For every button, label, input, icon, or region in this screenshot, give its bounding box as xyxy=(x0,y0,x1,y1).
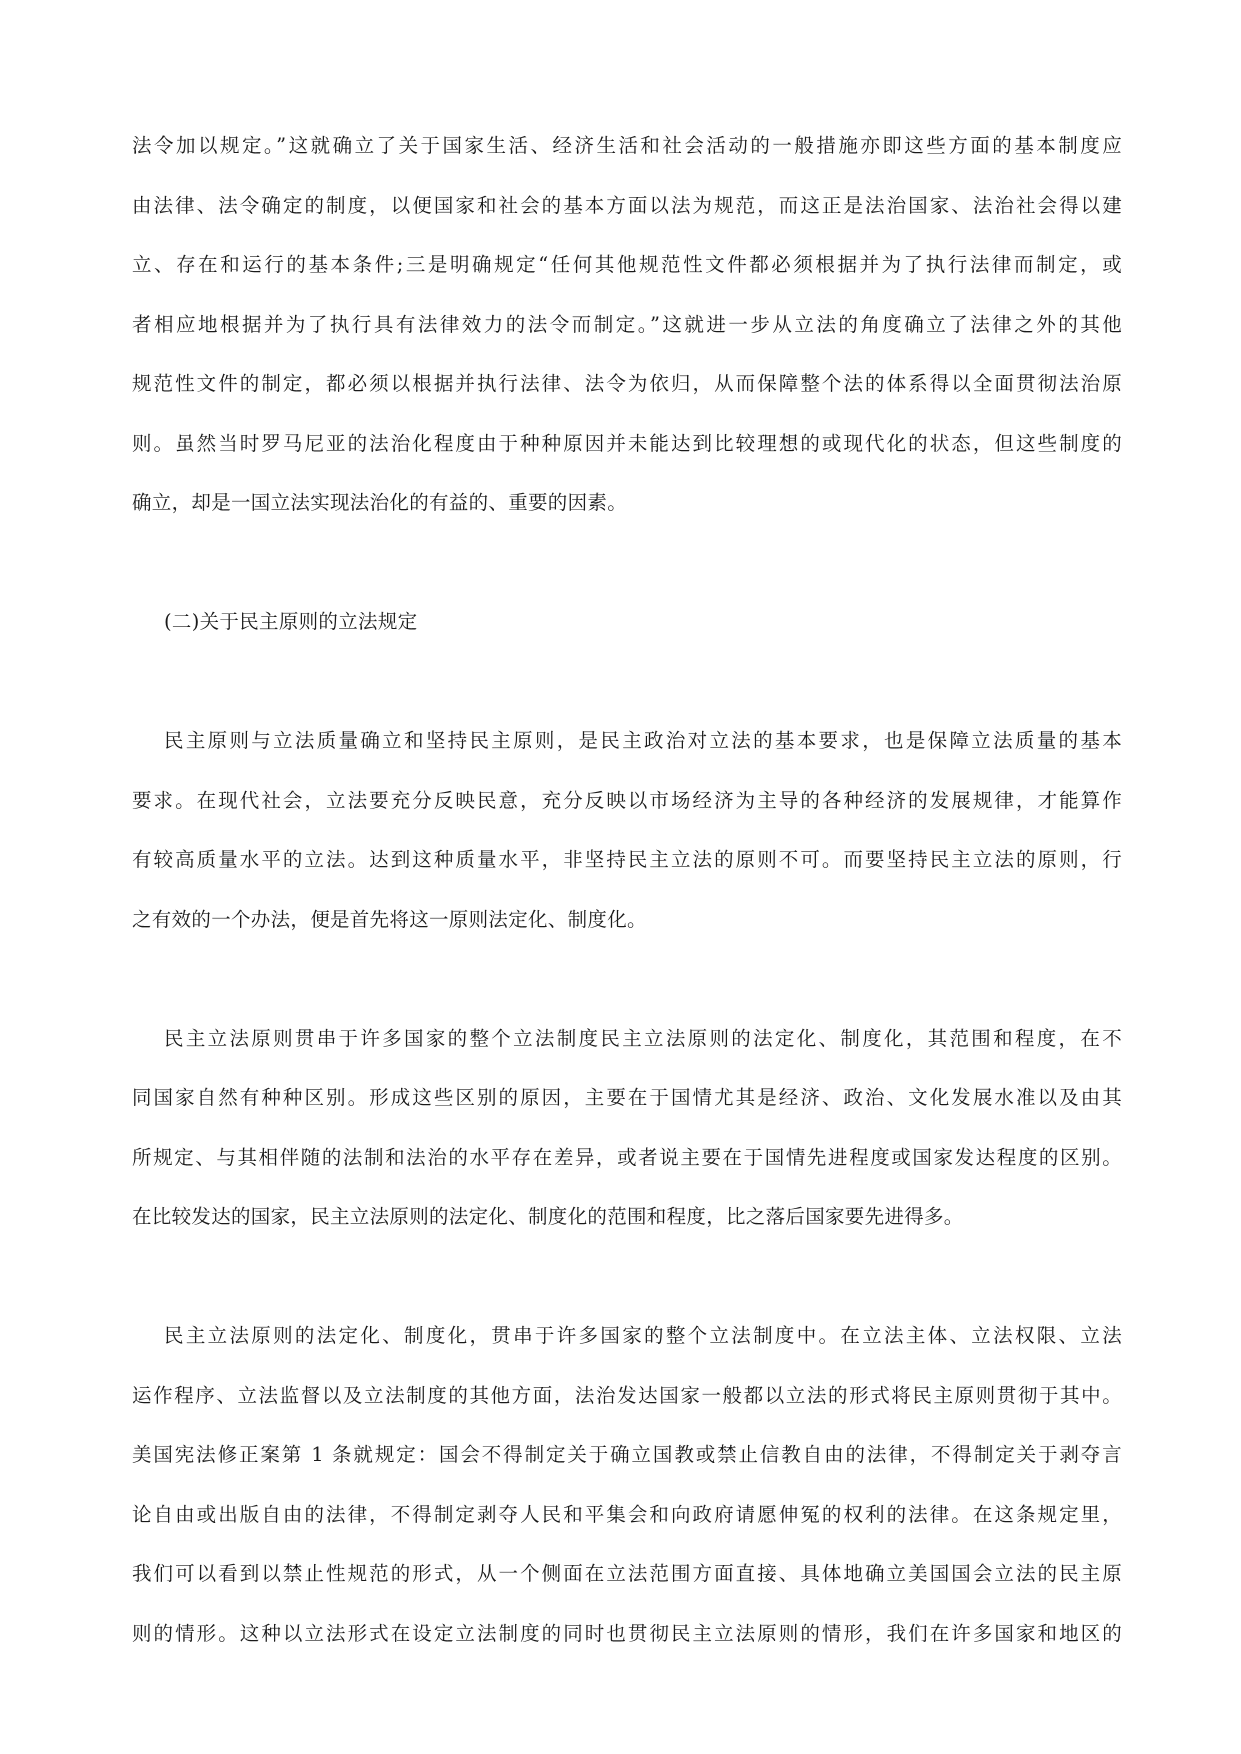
text-line: 民主立法原则贯串于许多国家的整个立法制度民主立法原则的法定化、制度化，其范围和程度，在不 xyxy=(164,1026,1122,1050)
text-line: 有较高质量水平的立法。达到这种质量水平，非坚持民主立法的原则不可。而要坚持民主立法的原则，行 xyxy=(132,848,1122,871)
text-line: 法令加以规定。”这就确立了关于国家生活、经济生活和社会活动的一般措施亦即这些方面的基本制度应 xyxy=(132,134,1122,157)
paragraph-spacer xyxy=(132,665,1122,699)
text-line: 美国宪法修正案第 1 条就规定：国会不得制定关于确立国教或禁止信教自由的法律，不得制定关于剥夺言 xyxy=(132,1443,1122,1466)
paragraph xyxy=(132,724,1122,937)
text-line: 确立，却是一国立法实现法治化的有益的、重要的因素。 xyxy=(132,491,628,514)
text-line: 所规定、与其相伴随的法制和法治的水平存在差异，或者说主要在于国情先进程度或国家发达程度的区别。 xyxy=(132,1145,1122,1169)
paragraph-spacer xyxy=(132,1260,1122,1294)
text-line: 在比较发达的国家，民主立法原则的法定化、制度化的范围和程度，比之落后国家要先进得多。 xyxy=(132,1205,964,1228)
paragraph-spacer xyxy=(132,546,1122,580)
text-line: 论自由或出版自由的法律，不得制定剥夺人民和平集会和向政府请愿伸冤的权利的法律。在这条规定里， xyxy=(132,1502,1122,1526)
text-line: 之有效的一个办法，便是首先将这一原则法定化、制度化。 xyxy=(132,907,647,931)
text-line: 规范性文件的制定，都必须以根据并执行法律、法令为依归，从而保障整个法的体系得以全面贯彻法治原 xyxy=(132,372,1122,395)
text-line: 要求。在现代社会，立法要充分反映民意，充分反映以市场经济为主导的各种经济的发展规律，才能算作 xyxy=(132,788,1122,812)
paragraph xyxy=(132,1319,1122,1651)
text-line: 由法律、法令确定的制度，以便国家和社会的基本方面以法为规范，而这正是法治国家、法治社会得以建 xyxy=(132,193,1122,217)
text-line: 同国家自然有种种区别。形成这些区别的原因，主要在于国情尤其是经济、政治、文化发展水准以及由其 xyxy=(132,1086,1122,1109)
text-line: 则。虽然当时罗马尼亚的法治化程度由于种种原因并未能达到比较理想的或现代化的状态，但这些制度的 xyxy=(132,431,1122,455)
paragraph xyxy=(132,129,1122,520)
paragraph-spacer xyxy=(132,962,1122,996)
text-line: 则的情形。这种以立法形式在设定立法制度的同时也贯彻民主立法原则的情形，我们在许多国家和地区的 xyxy=(132,1621,1122,1645)
heading-line: (二)关于民主原则的立法规定 xyxy=(164,610,418,633)
section-heading xyxy=(132,605,1122,639)
document-body xyxy=(132,129,1122,1676)
text-line: 者相应地根据并为了执行具有法律效力的法令而制定。”这就进一步从立法的角度确立了法律之外的其他 xyxy=(132,312,1122,336)
text-line: 民主原则与立法质量确立和坚持民主原则，是民主政治对立法的基本要求，也是保障立法质量的基本 xyxy=(164,729,1122,752)
paragraph xyxy=(132,1022,1122,1235)
text-line: 立、存在和运行的基本条件;三是明确规定“任何其他规范性文件都必须根据并为了执行法律而制定，或 xyxy=(132,253,1122,276)
text-line: 我们可以看到以禁止性规范的形式，从一个侧面在立法范围方面直接、具体地确立美国国会立法的民主原 xyxy=(132,1562,1122,1585)
text-line: 运作程序、立法监督以及立法制度的其他方面，法治发达国家一般都以立法的形式将民主原则贯彻于其中。 xyxy=(132,1383,1122,1407)
text-line: 民主立法原则的法定化、制度化，贯串于许多国家的整个立法制度中。在立法主体、立法权限、立法 xyxy=(164,1324,1122,1347)
